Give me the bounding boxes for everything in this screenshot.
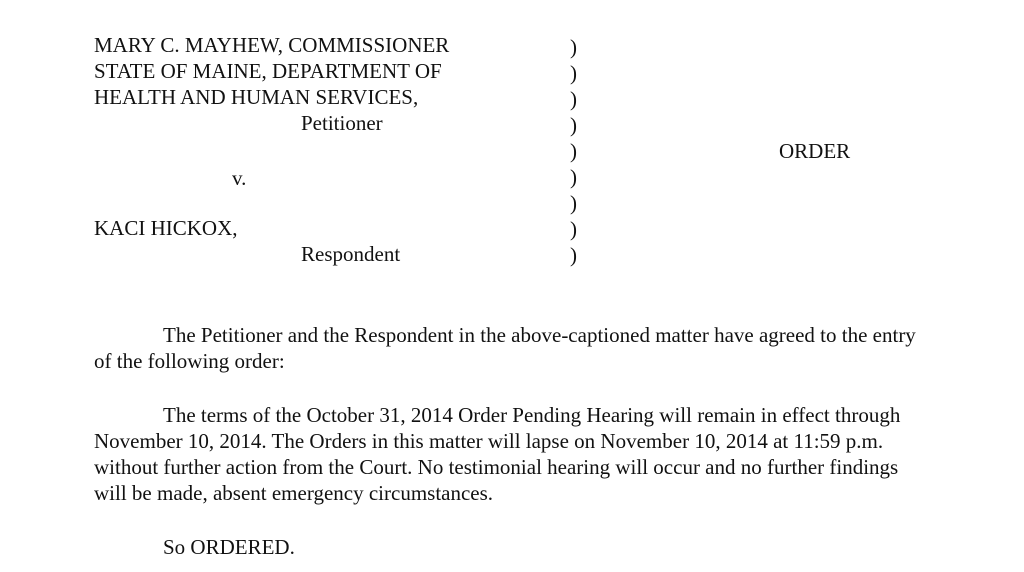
paragraph-2-line-4: will be made, absent emergency circumstances. xyxy=(94,481,494,505)
petitioner-name-line3: HEALTH AND HUMAN SERVICES, xyxy=(94,85,419,109)
paragraph-1-line-1: The Petitioner and the Respondent in the above-captioned matter have agreed to the entry xyxy=(163,323,916,347)
caption-paren: ) xyxy=(570,61,577,85)
caption-paren: ) xyxy=(570,35,577,59)
caption-paren: ) xyxy=(570,87,577,111)
respondent-name: KACI HICKOX, xyxy=(94,216,238,240)
caption-paren: ) xyxy=(570,139,577,163)
petitioner-name-line2: STATE OF MAINE, DEPARTMENT OF xyxy=(94,59,442,83)
document-title: ORDER xyxy=(779,139,851,163)
caption-paren: ) xyxy=(570,165,577,189)
caption-paren: ) xyxy=(570,191,577,215)
paragraph-2-line-1: The terms of the October 31, 2014 Order Pending Hearing will remain in effect through xyxy=(163,403,901,427)
paragraph-1-line-2: of the following order: xyxy=(94,349,285,373)
versus-label: v. xyxy=(232,166,247,190)
caption-paren: ) xyxy=(570,243,577,267)
petitioner-role: Petitioner xyxy=(301,111,383,135)
caption-paren: ) xyxy=(570,217,577,241)
closing-so-ordered: So ORDERED. xyxy=(163,535,295,559)
caption-paren: ) xyxy=(570,113,577,137)
paragraph-2-line-2: November 10, 2014. The Orders in this matter will lapse on November 10, 2014 at 11:59 p.m. xyxy=(94,429,884,453)
petitioner-name-line1: MARY C. MAYHEW, COMMISSIONER xyxy=(94,33,450,57)
paragraph-2-line-3: without further action from the Court. No testimonial hearing will occur and no further findings xyxy=(94,455,899,479)
respondent-role: Respondent xyxy=(301,242,401,266)
